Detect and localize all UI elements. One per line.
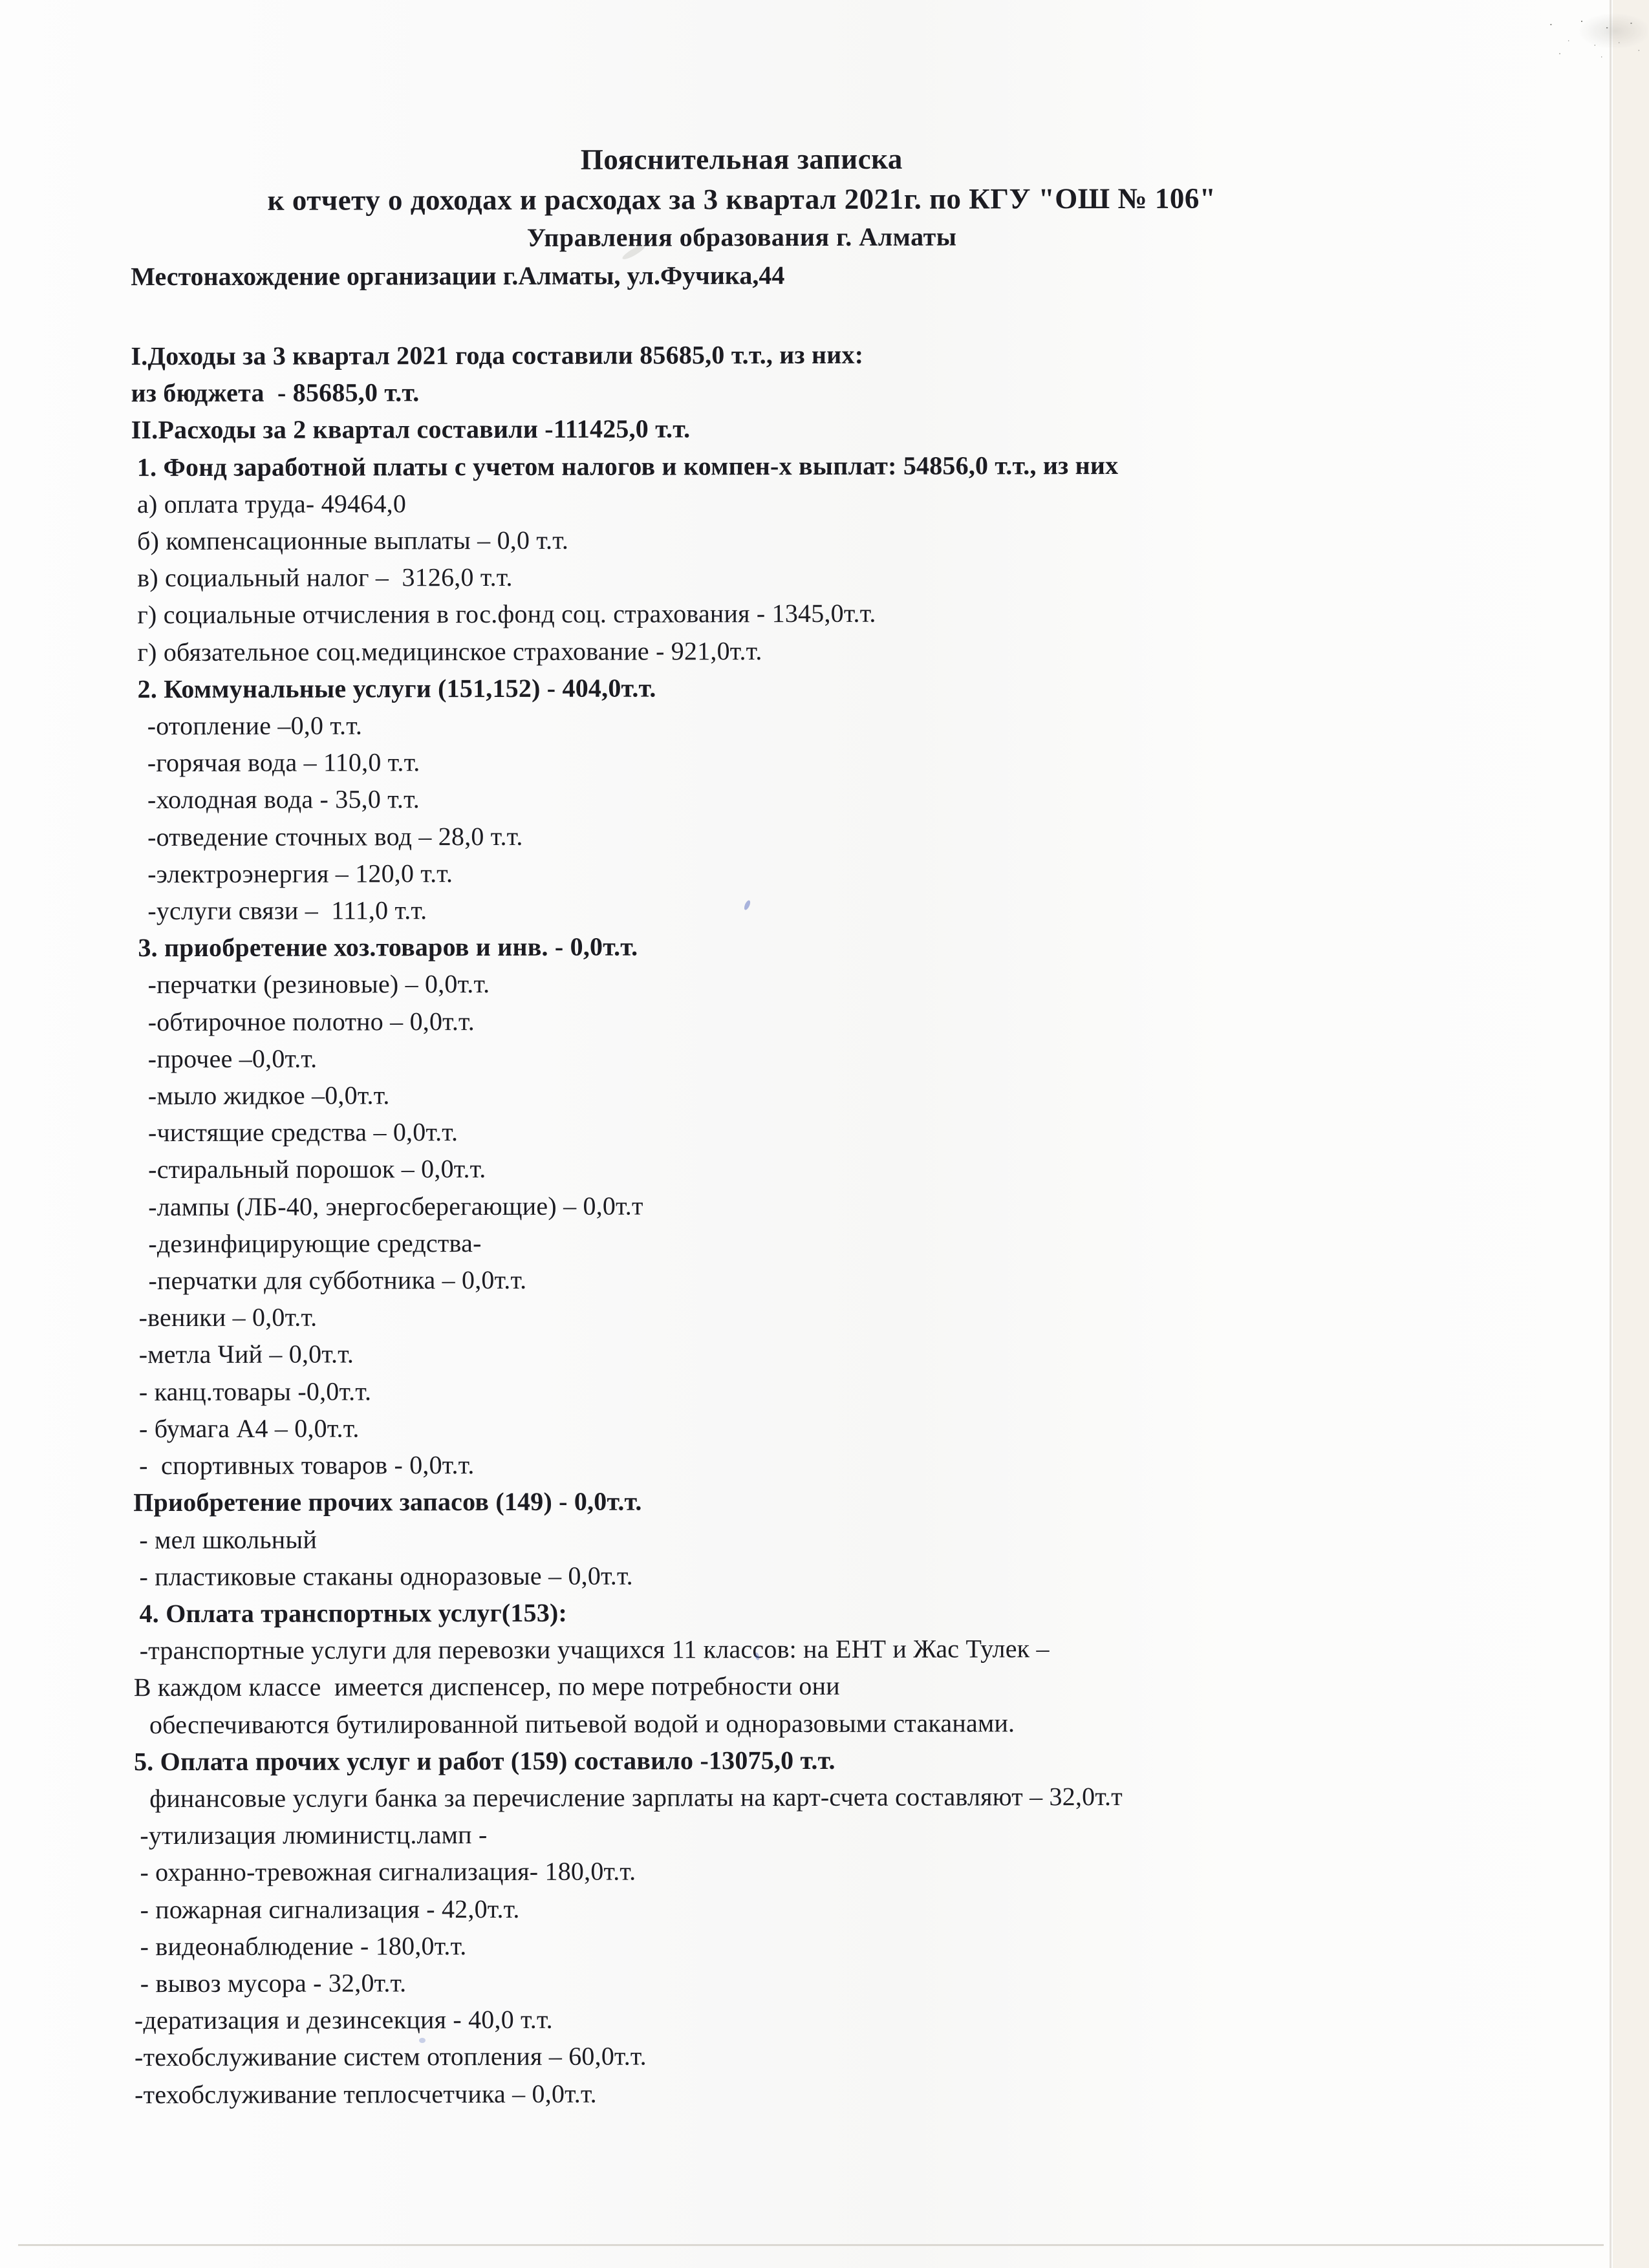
body-line: -отведение сточных вод – 28,0 т.т.: [147, 821, 523, 851]
body-line: -холодная вода - 35,0 т.т.: [147, 784, 420, 815]
body-line: -дератизация и дезинсекция - 40,0 т.т.: [134, 2004, 553, 2035]
body-line: -чистящие средства – 0,0т.т.: [147, 1117, 458, 1148]
body-line: -мыло жидкое –0,0т.т.: [147, 1080, 390, 1111]
body-line: -техобслуживание систем отопления – 60,0т.т.: [134, 2041, 647, 2072]
body-line: - бумага А4 – 0,0т.т.: [138, 1413, 360, 1444]
scan-right-edge-strip: [1613, 0, 1649, 2268]
document-subtitle: к отчету о доходах и расходах за 3 квартал 2021г. по КГУ "ОШ № 106": [267, 182, 1216, 217]
body-line: из бюджета - 85685,0 т.т.: [131, 378, 420, 408]
body-line: -прочее –0,0т.т.: [147, 1043, 318, 1073]
body-line: -утилизация люминистц.ламп -: [140, 1820, 488, 1850]
body-line: -электроэнергия – 120,0 т.т.: [147, 858, 453, 888]
body-line: - мел школьный: [139, 1524, 318, 1554]
body-line: - охранно-тревожная сигнализация- 180,0т.т.: [140, 1856, 636, 1887]
document-content: [131, 138, 1473, 2113]
body-line: В каждом классе имеется диспенсер, по мере потребности они: [133, 1671, 840, 1702]
body-line: -отопление –0,0 т.т.: [147, 711, 363, 741]
body-line: -горячая вода – 110,0 т.т.: [147, 747, 420, 778]
document-header: [131, 138, 1353, 257]
body-line: -обтирочное полотно – 0,0т.т.: [147, 1006, 475, 1036]
body-line: обеспечиваются бутилированной питьевой водой и одноразовыми стаканами.: [149, 1707, 1015, 1739]
body-line: -лампы (ЛБ-40, энергосберегающие) – 0,0т.т: [148, 1191, 643, 1221]
body-line: а) оплата труда- 49464,0: [136, 489, 407, 519]
body-line: -перчатки для субботника – 0,0т.т.: [148, 1265, 527, 1296]
body-line: -техобслуживание теплосчетчика – 0,0т.т.: [135, 2079, 597, 2109]
body-line: Приобретение прочих запасов (149) - 0,0т.т.: [133, 1486, 642, 1517]
body-line: -веники – 0,0т.т.: [138, 1302, 318, 1332]
scan-speckle-noise: [1538, 5, 1648, 70]
body-line: 4. Оплата транспортных услуг(153):: [139, 1598, 568, 1629]
document-title: Пояснительная записка: [580, 142, 903, 176]
body-line: - спортивных товаров - 0,0т.т.: [139, 1450, 475, 1481]
body-line: -перчатки (резиновые) – 0,0т.т.: [147, 969, 490, 1000]
body-line: г) обязательное соц.медицинское страхование - 921,0т.т.: [137, 636, 762, 667]
body-line: - видеонаблюдение - 180,0т.т.: [140, 1931, 467, 1961]
body-line: в) социальный налог – 3126,0 т.т.: [137, 562, 513, 593]
body-line: 2. Коммунальные услуги (151,152) - 404,0т.т.: [137, 673, 656, 703]
body-line: г) социальные отчисления в гос.фонд соц. страхования - 1345,0т.т.: [137, 599, 876, 630]
body-line: финансовые услуги банка за перечисление зарплаты на карт-счета составляют – 32,0т.т: [149, 1781, 1123, 1813]
body-line: -транспортные услуги для перевозки учащихся 11 классов: на ЕНТ и Жас Тулек –: [139, 1634, 1050, 1665]
body-line: -дезинфицирующие средства-: [148, 1228, 482, 1258]
body-line: 3. приобретение хоз.товаров и инв. - 0,0т.т.: [138, 932, 638, 963]
body-line: - пластиковые стаканы одноразовые – 0,0т.т.: [139, 1561, 633, 1591]
body-line: II.Расходы за 2 квартал составили -111425,0 т.т.: [131, 414, 691, 445]
scan-right-edge-line: [1610, 0, 1611, 2268]
body-line: - пожарная сигнализация - 42,0т.т.: [140, 1894, 520, 1924]
body-line: -стиральный порошок – 0,0т.т.: [148, 1154, 486, 1184]
document-organization: Управления образования г. Алматы: [526, 222, 957, 252]
document-body: [131, 335, 1473, 2113]
body-line: -услуги связи – 111,0 т.т.: [147, 895, 427, 926]
scan-bottom-edge-line: [18, 2244, 1604, 2246]
body-line: - вывоз мусора - 32,0т.т.: [140, 1968, 407, 1998]
organization-location-line: Местонахождение организации г.Алматы, ул.Фучика,44: [131, 261, 785, 292]
body-line: I.Доходы за 3 квартал 2021 года составили 85685,0 т.т., из них:: [131, 339, 864, 371]
body-line: б) компенсационные выплаты – 0,0 т.т.: [137, 525, 569, 556]
body-line: 5. Оплата прочих услуг и работ (159) составило -13075,0 т.т.: [134, 1745, 835, 1776]
body-line: 1. Фонд заработной платы с учетом налогов и компен-х выплат: 54856,0 т.т., из них: [136, 450, 1119, 482]
body-line: - канц.товары -0,0т.т.: [138, 1376, 372, 1406]
body-line: -метла Чий – 0,0т.т.: [138, 1339, 354, 1369]
